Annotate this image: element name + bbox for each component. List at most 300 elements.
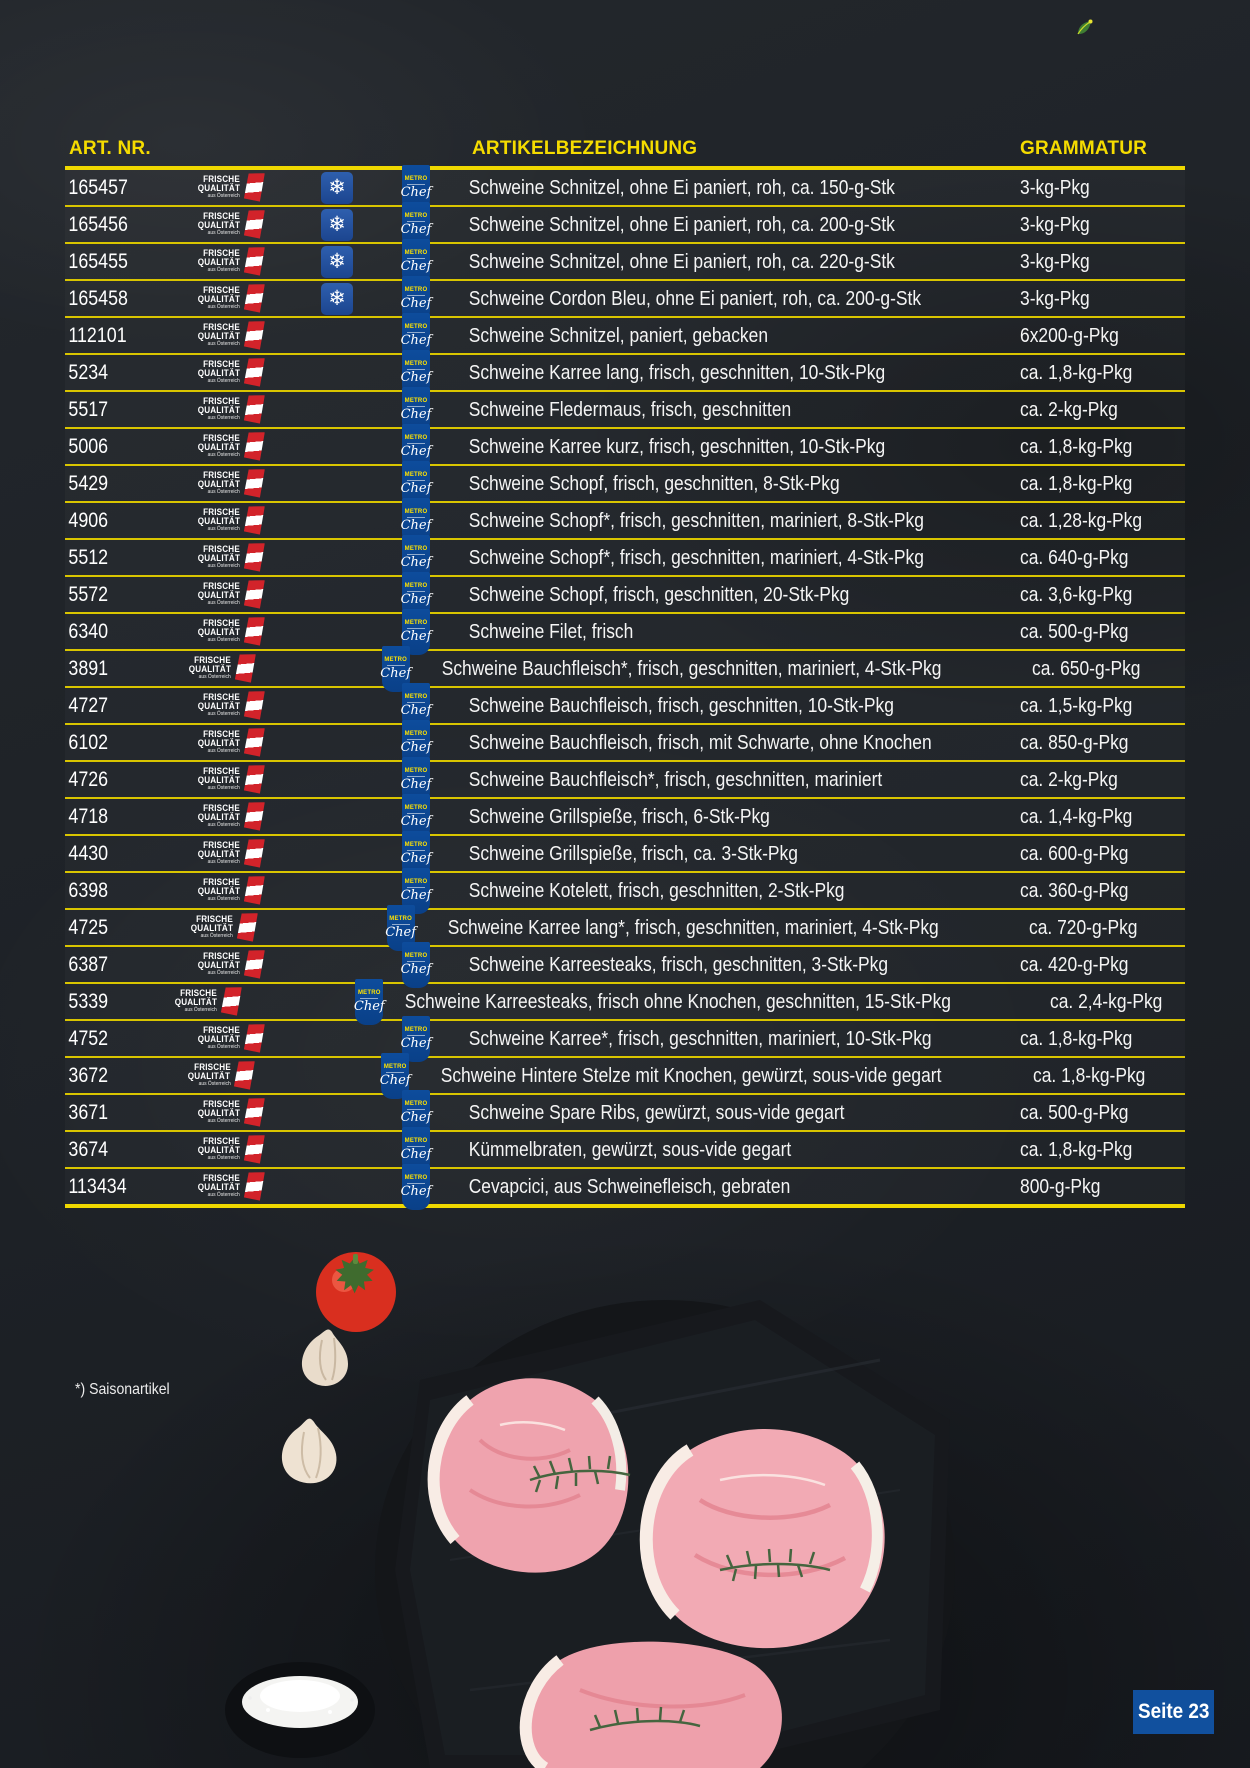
frische-line1: FRISCHE xyxy=(203,248,241,259)
frische-qualitaet-badge xyxy=(193,358,311,387)
frische-qualitaet-text xyxy=(193,212,240,237)
austria-flag-icon xyxy=(242,801,267,832)
table-row xyxy=(65,503,1185,540)
article-description: Schweine Kotelett, frisch, geschnitten, 2-Stk-Pkg xyxy=(468,878,845,902)
article-description: Schweine Bauchfleisch*, frisch, geschnitten, mariniert, 4-Stk-Pkg xyxy=(441,656,941,680)
metro-chef-brand: METRO xyxy=(404,694,428,701)
frische-line3: aus Österreich xyxy=(207,859,241,866)
frische-qualitaet-text xyxy=(193,286,240,311)
metro-chef-badge xyxy=(402,1164,430,1210)
table-row xyxy=(65,540,1185,577)
article-description: Schweine Schopf, frisch, geschnitten, 8-Stk-Pkg xyxy=(468,471,840,495)
grammatur-value: ca. 2,4-kg-Pkg xyxy=(1050,989,1163,1013)
frische-line3: aus Österreich xyxy=(207,452,241,459)
frische-line2: QUALITÄT xyxy=(197,516,241,527)
grammatur-value: ca. 500-g-Pkg xyxy=(1020,619,1129,643)
metro-chef-brand: METRO xyxy=(404,398,428,405)
metro-chef-brand: METRO xyxy=(404,435,428,442)
grammatur-value: 3-kg-Pkg xyxy=(1020,212,1090,236)
frische-line3: aus Österreich xyxy=(207,711,241,718)
frische-qualitaet-text xyxy=(186,915,233,940)
frozen-snowflake-icon: ❄ xyxy=(321,209,353,241)
metro-chef-brand: METRO xyxy=(383,1064,407,1071)
metro-chef-brand: METRO xyxy=(404,287,428,294)
table-row xyxy=(65,688,1185,725)
frische-line2: QUALITÄT xyxy=(174,997,218,1008)
frische-qualitaet-badge xyxy=(193,728,311,757)
grammatur-value: ca. 2-kg-Pkg xyxy=(1020,397,1118,421)
grammatur-value: ca. 1,4-kg-Pkg xyxy=(1020,804,1133,828)
article-description: Schweine Karreesteaks, frisch ohne Knochen, geschnitten, 15-Stk-Pkg xyxy=(404,989,951,1013)
frische-line1: FRISCHE xyxy=(203,581,241,592)
article-table xyxy=(65,0,1185,1208)
metro-chef-script: Chef xyxy=(400,259,432,275)
austria-flag-icon xyxy=(242,1097,267,1128)
tomato xyxy=(316,1252,396,1332)
grammatur-value: 3-kg-Pkg xyxy=(1020,286,1090,310)
article-number: 4727 xyxy=(68,693,109,717)
frische-qualitaet-badge xyxy=(193,506,311,535)
article-description: Schweine Schnitzel, paniert, gebacken xyxy=(468,323,769,347)
table-row xyxy=(65,799,1185,836)
austria-flag-icon xyxy=(219,986,244,1017)
article-number: 4726 xyxy=(68,767,109,791)
frische-qualitaet-badge xyxy=(193,802,311,831)
frische-line1: FRISCHE xyxy=(203,803,241,814)
table-row xyxy=(65,1058,1185,1095)
article-number: 3671 xyxy=(68,1100,109,1124)
austria-flag-icon xyxy=(242,616,267,647)
grammatur-value: ca. 1,8-kg-Pkg xyxy=(1020,1137,1133,1161)
frische-line3: aus Österreich xyxy=(207,970,241,977)
frische-qualitaet-badge xyxy=(193,617,311,646)
article-description: Schweine Schopf*, frisch, geschnitten, mariniert, 8-Stk-Pkg xyxy=(468,508,924,532)
metro-chef-script: Chef xyxy=(400,222,432,238)
metro-chef-script: Chef xyxy=(400,962,432,978)
table-row xyxy=(65,725,1185,762)
frozen-snowflake-icon: ❄ xyxy=(321,283,353,315)
garlic xyxy=(282,1329,348,1483)
austria-flag-icon xyxy=(242,246,267,277)
frische-line2: QUALITÄT xyxy=(197,1034,241,1045)
table-row xyxy=(65,577,1185,614)
frische-qualitaet-text xyxy=(193,360,240,385)
frische-line2: QUALITÄT xyxy=(197,257,241,268)
table-row xyxy=(65,1132,1185,1169)
table-row xyxy=(65,170,1185,207)
metro-chef-brand: METRO xyxy=(404,1101,428,1108)
article-description: Schweine Bauchfleisch, frisch, geschnitten, 10-Stk-Pkg xyxy=(468,693,894,717)
frische-qualitaet-text xyxy=(193,841,240,866)
grammatur-value: ca. 2-kg-Pkg xyxy=(1020,767,1118,791)
frische-line2: QUALITÄT xyxy=(197,849,241,860)
article-description: Schweine Karree lang*, frisch, geschnitten, mariniert, 4-Stk-Pkg xyxy=(448,915,940,939)
frische-qualitaet-badge xyxy=(184,654,293,683)
frische-qualitaet-badge xyxy=(193,210,311,239)
frische-line2: QUALITÄT xyxy=(197,1145,241,1156)
austria-flag-icon xyxy=(242,1023,267,1054)
metro-chef-brand: METRO xyxy=(404,1027,428,1034)
frische-line3: aus Österreich xyxy=(207,1044,241,1051)
grammatur-value: 3-kg-Pkg xyxy=(1020,175,1090,199)
frische-line1: FRISCHE xyxy=(203,766,241,777)
article-description: Schweine Schopf*, frisch, geschnitten, mariniert, 4-Stk-Pkg xyxy=(468,545,924,569)
header-grammatur: GRAMMATUR xyxy=(1020,138,1148,159)
metro-chef-brand: METRO xyxy=(404,731,428,738)
frische-line3: aus Österreich xyxy=(207,378,241,385)
frische-line2: QUALITÄT xyxy=(197,738,241,749)
austria-flag-icon xyxy=(242,690,267,721)
frische-line2: QUALITÄT xyxy=(197,368,241,379)
metro-chef-brand: METRO xyxy=(404,250,428,257)
article-number: 4906 xyxy=(68,508,109,532)
frische-qualitaet-text xyxy=(193,249,240,274)
frische-line3: aus Österreich xyxy=(198,1081,231,1088)
metro-chef-script: Chef xyxy=(400,703,432,719)
metro-chef-brand: METRO xyxy=(404,546,428,553)
frische-qualitaet-badge xyxy=(193,1098,311,1127)
frische-line3: aus Österreich xyxy=(207,1192,241,1199)
grammatur-value: ca. 1,8-kg-Pkg xyxy=(1020,471,1133,495)
article-description: Schweine Grillspieße, frisch, 6-Stk-Pkg xyxy=(468,804,770,828)
metro-chef-script: Chef xyxy=(400,1147,432,1163)
frische-line2: QUALITÄT xyxy=(197,479,241,490)
metro-chef-brand: METRO xyxy=(404,842,428,849)
frische-qualitaet-text xyxy=(193,878,240,903)
austria-flag-icon xyxy=(242,172,267,203)
meat-photo-illustration xyxy=(0,1240,1250,1768)
frische-line2: QUALITÄT xyxy=(197,627,241,638)
table-row xyxy=(65,910,1185,947)
header-art-nr: ART. NR. xyxy=(69,138,151,159)
header-artikelbezeichnung: ARTIKELBEZEICHNUNG xyxy=(472,138,698,159)
frische-line1: FRISCHE xyxy=(203,1136,241,1147)
metro-chef-script: Chef xyxy=(379,1073,411,1089)
table-row xyxy=(65,651,1185,688)
frische-qualitaet-badge xyxy=(193,284,311,313)
grammatur-value: ca. 1,8-kg-Pkg xyxy=(1020,360,1133,384)
article-description: Schweine Bauchfleisch, frisch, mit Schwarte, ohne Knochen xyxy=(468,730,932,754)
frische-line3: aus Österreich xyxy=(207,563,241,570)
austria-flag-icon xyxy=(232,1060,257,1091)
metro-chef-brand: METRO xyxy=(404,472,428,479)
metro-chef-script: Chef xyxy=(400,629,432,645)
austria-flag-icon xyxy=(242,542,267,573)
austria-flag-icon xyxy=(235,912,260,943)
frische-line1: FRISCHE xyxy=(203,618,241,629)
grammatur-value: 3-kg-Pkg xyxy=(1020,249,1090,273)
metro-chef-script: Chef xyxy=(400,777,432,793)
article-description: Kümmelbraten, gewürzt, sous-vide gegart xyxy=(468,1137,792,1161)
frische-line1: FRISCHE xyxy=(203,433,241,444)
frische-line1: FRISCHE xyxy=(203,729,241,740)
metro-chef-brand: METRO xyxy=(404,805,428,812)
frische-line2: QUALITÄT xyxy=(190,923,234,934)
metro-chef-script: Chef xyxy=(400,481,432,497)
metro-chef-brand: METRO xyxy=(404,361,428,368)
metro-chef-brand: METRO xyxy=(389,916,412,923)
frische-line2: QUALITÄT xyxy=(197,775,241,786)
frische-line1: FRISCHE xyxy=(203,877,241,888)
table-row xyxy=(65,207,1185,244)
metro-chef-script: Chef xyxy=(400,370,432,386)
table-row xyxy=(65,392,1185,429)
metro-chef-brand: METRO xyxy=(404,509,428,516)
metro-chef-script: Chef xyxy=(385,925,417,941)
frische-qualitaet-text xyxy=(193,582,240,607)
table-row xyxy=(65,947,1185,984)
table-row xyxy=(65,281,1185,318)
metro-chef-script: Chef xyxy=(400,185,432,201)
frische-line2: QUALITÄT xyxy=(197,1182,241,1193)
frische-line1: FRISCHE xyxy=(203,507,241,518)
metro-chef-brand: METRO xyxy=(404,213,428,220)
frische-qualitaet-badge xyxy=(193,432,311,461)
article-description: Schweine Grillspieße, frisch, ca. 3-Stk-Pkg xyxy=(468,841,798,865)
frische-qualitaet-badge xyxy=(193,173,311,202)
frische-qualitaet-text xyxy=(193,767,240,792)
article-description: Schweine Schopf, frisch, geschnitten, 20-Stk-Pkg xyxy=(468,582,850,606)
frische-qualitaet-text xyxy=(193,545,240,570)
metro-chef-script: Chef xyxy=(400,888,432,904)
frische-qualitaet-badge xyxy=(193,1172,311,1201)
frische-qualitaet-text xyxy=(193,952,240,977)
article-description: Schweine Bauchfleisch*, frisch, geschnitten, mariniert xyxy=(468,767,883,791)
metro-chef-brand: METRO xyxy=(384,657,408,664)
table-body xyxy=(65,170,1185,1208)
article-description: Schweine Karreesteaks, frisch, geschnitten, 3-Stk-Pkg xyxy=(468,952,889,976)
frozen-snowflake-icon: ❄ xyxy=(321,246,353,278)
footnote-saisonartikel: *) Saisonartikel xyxy=(75,1381,170,1398)
frische-line2: QUALITÄT xyxy=(197,553,241,564)
austria-flag-icon xyxy=(242,357,267,388)
frische-line1: FRISCHE xyxy=(203,396,241,407)
grammatur-value: ca. 1,8-kg-Pkg xyxy=(1020,1026,1133,1050)
austria-flag-icon xyxy=(242,579,267,610)
frische-line3: aus Österreich xyxy=(207,896,241,903)
metro-chef-script: Chef xyxy=(400,444,432,460)
table-row xyxy=(65,429,1185,466)
frische-line3: aus Österreich xyxy=(207,341,241,348)
table-row xyxy=(65,318,1185,355)
frische-qualitaet-badge xyxy=(193,839,311,868)
frische-line1: FRISCHE xyxy=(203,285,241,296)
frische-qualitaet-badge xyxy=(193,580,311,609)
austria-flag-icon xyxy=(242,468,267,499)
frische-line2: QUALITÄT xyxy=(197,183,241,194)
table-header-row xyxy=(65,128,1185,170)
article-description: Cevapcici, aus Schweinefleisch, gebraten xyxy=(468,1174,791,1198)
article-number: 112101 xyxy=(68,323,127,347)
frische-qualitaet-text xyxy=(193,1100,240,1125)
grammatur-value: ca. 850-g-Pkg xyxy=(1020,730,1129,754)
frische-qualitaet-text xyxy=(193,1137,240,1162)
metro-chef-script: Chef xyxy=(400,740,432,756)
metro-chef-script: Chef xyxy=(400,592,432,608)
frische-line3: aus Österreich xyxy=(207,637,241,644)
metro-chef-script: Chef xyxy=(400,814,432,830)
austria-flag-icon xyxy=(242,875,267,906)
article-number: 6398 xyxy=(68,878,109,902)
table-row xyxy=(65,836,1185,873)
table-row xyxy=(65,873,1185,910)
grammatur-value: ca. 360-g-Pkg xyxy=(1020,878,1129,902)
metro-chef-script: Chef xyxy=(400,1036,432,1052)
austria-flag-icon xyxy=(242,1134,267,1165)
frische-qualitaet-badge xyxy=(193,395,311,424)
article-number: 3891 xyxy=(68,656,109,680)
frische-line1: FRISCHE xyxy=(203,174,241,185)
frische-line3: aus Österreich xyxy=(207,822,241,829)
frische-qualitaet-text xyxy=(170,989,217,1014)
article-number: 6340 xyxy=(68,619,109,643)
frische-line1: FRISCHE xyxy=(203,322,241,333)
austria-flag-icon xyxy=(242,505,267,536)
metro-chef-script: Chef xyxy=(400,407,432,423)
frische-qualitaet-badge xyxy=(193,1024,311,1053)
frische-line1: FRISCHE xyxy=(203,544,241,555)
metro-chef-script: Chef xyxy=(400,518,432,534)
metro-chef-script: Chef xyxy=(380,666,412,682)
frische-line3: aus Österreich xyxy=(207,600,241,607)
grammatur-value: 800-g-Pkg xyxy=(1020,1174,1101,1198)
frische-qualitaet-text xyxy=(193,397,240,422)
frische-line2: QUALITÄT xyxy=(197,886,241,897)
table-row xyxy=(65,244,1185,281)
table-row xyxy=(65,355,1185,392)
table-row xyxy=(65,762,1185,799)
frische-line2: QUALITÄT xyxy=(197,294,241,305)
frische-qualitaet-text xyxy=(193,323,240,348)
frische-line2: QUALITÄT xyxy=(197,701,241,712)
frische-line2: QUALITÄT xyxy=(197,812,241,823)
article-number: 4752 xyxy=(68,1026,109,1050)
article-number: 165458 xyxy=(68,286,128,310)
frische-line3: aus Österreich xyxy=(207,415,241,422)
frische-qualitaet-badge xyxy=(193,1135,311,1164)
article-number: 4430 xyxy=(68,841,109,865)
table-row xyxy=(65,466,1185,503)
metro-chef-script: Chef xyxy=(400,296,432,312)
grammatur-value: ca. 1,8-kg-Pkg xyxy=(1032,1063,1146,1087)
frische-qualitaet-badge xyxy=(193,543,311,572)
metro-chef-badge xyxy=(402,942,430,988)
frische-qualitaet-text xyxy=(193,619,240,644)
table-row xyxy=(65,614,1185,651)
article-description: Schweine Schnitzel, ohne Ei paniert, roh, ca. 150-g-Stk xyxy=(468,175,895,199)
frische-line3: aus Österreich xyxy=(198,674,231,681)
frische-qualitaet-text xyxy=(193,1174,240,1199)
article-number: 5517 xyxy=(68,397,109,421)
frische-line2: QUALITÄT xyxy=(197,442,241,453)
frische-line2: QUALITÄT xyxy=(197,960,241,971)
metro-chef-brand: METRO xyxy=(404,879,428,886)
frische-qualitaet-badge xyxy=(186,913,297,942)
article-description: Schweine Karree lang, frisch, geschnitten, 10-Stk-Pkg xyxy=(468,360,886,384)
article-number: 5339 xyxy=(68,989,109,1013)
frische-line2: QUALITÄT xyxy=(188,1071,231,1082)
metro-chef-brand: METRO xyxy=(404,176,428,183)
grammatur-value: ca. 3,6-kg-Pkg xyxy=(1020,582,1133,606)
metro-chef-script: Chef xyxy=(400,333,432,349)
grammatur-value: ca. 1,5-kg-Pkg xyxy=(1020,693,1133,717)
metro-chef-brand: METRO xyxy=(404,1138,428,1145)
austria-flag-icon xyxy=(242,838,267,869)
table-row xyxy=(65,1169,1185,1208)
austria-flag-icon xyxy=(242,394,267,425)
frische-qualitaet-badge xyxy=(183,1061,292,1090)
austria-flag-icon xyxy=(242,283,267,314)
frische-line3: aus Österreich xyxy=(207,230,241,237)
austria-flag-icon xyxy=(232,653,257,684)
frische-line1: FRISCHE xyxy=(193,1062,231,1073)
frische-line1: FRISCHE xyxy=(180,988,218,999)
frische-qualitaet-badge xyxy=(193,950,311,979)
metro-chef-script: Chef xyxy=(400,1110,432,1126)
frische-qualitaet-badge xyxy=(193,321,311,350)
article-number: 4718 xyxy=(68,804,109,828)
grammatur-value: ca. 600-g-Pkg xyxy=(1020,841,1129,865)
metro-chef-script: Chef xyxy=(400,851,432,867)
grammatur-value: ca. 420-g-Pkg xyxy=(1020,952,1129,976)
frische-line1: FRISCHE xyxy=(203,692,241,703)
article-number: 113434 xyxy=(68,1174,127,1198)
article-number: 165457 xyxy=(68,175,128,199)
austria-flag-icon xyxy=(242,209,267,240)
grammatur-value: 6x200-g-Pkg xyxy=(1020,323,1119,347)
page-number-text: Seite 23 xyxy=(1137,1700,1210,1723)
metro-chef-script: Chef xyxy=(400,1184,432,1200)
page-number-badge xyxy=(1133,1690,1214,1734)
austria-flag-icon xyxy=(242,727,267,758)
frische-qualitaet-text xyxy=(193,471,240,496)
frische-line3: aus Österreich xyxy=(207,267,241,274)
article-number: 5572 xyxy=(68,582,109,606)
grammatur-value: ca. 1,28-kg-Pkg xyxy=(1020,508,1143,532)
frische-qualitaet-badge xyxy=(170,987,266,1016)
grammatur-value: ca. 500-g-Pkg xyxy=(1020,1100,1129,1124)
frische-line1: FRISCHE xyxy=(203,359,241,370)
frische-line2: QUALITÄT xyxy=(188,664,231,675)
article-number: 5512 xyxy=(68,545,109,569)
frische-qualitaet-text xyxy=(193,1026,240,1051)
metro-chef-brand: METRO xyxy=(404,324,428,331)
frische-line2: QUALITÄT xyxy=(197,1108,241,1119)
article-number: 165455 xyxy=(68,249,128,273)
table-row xyxy=(65,1095,1185,1132)
article-description: Schweine Spare Ribs, gewürzt, sous-vide gegart xyxy=(468,1100,845,1124)
frische-qualitaet-badge xyxy=(193,876,311,905)
frische-line3: aus Österreich xyxy=(207,489,241,496)
metro-chef-brand: METRO xyxy=(357,990,381,997)
frische-line2: QUALITÄT xyxy=(197,220,241,231)
frische-qualitaet-text xyxy=(193,693,240,718)
austria-flag-icon xyxy=(242,431,267,462)
grammatur-value: ca. 1,8-kg-Pkg xyxy=(1020,434,1133,458)
article-description: Schweine Cordon Bleu, ohne Ei paniert, roh, ca. 200-g-Stk xyxy=(468,286,922,310)
frische-line1: FRISCHE xyxy=(203,1173,241,1184)
table-row xyxy=(65,1021,1185,1058)
frische-line1: FRISCHE xyxy=(203,470,241,481)
frische-line3: aus Österreich xyxy=(207,785,241,792)
frische-line3: aus Österreich xyxy=(185,1007,218,1014)
article-number: 165456 xyxy=(68,212,128,236)
article-number: 3674 xyxy=(68,1137,109,1161)
frische-line1: FRISCHE xyxy=(203,840,241,851)
metro-chef-script: Chef xyxy=(400,555,432,571)
metro-chef-brand: METRO xyxy=(404,768,428,775)
metro-chef-script: Chef xyxy=(353,999,385,1015)
